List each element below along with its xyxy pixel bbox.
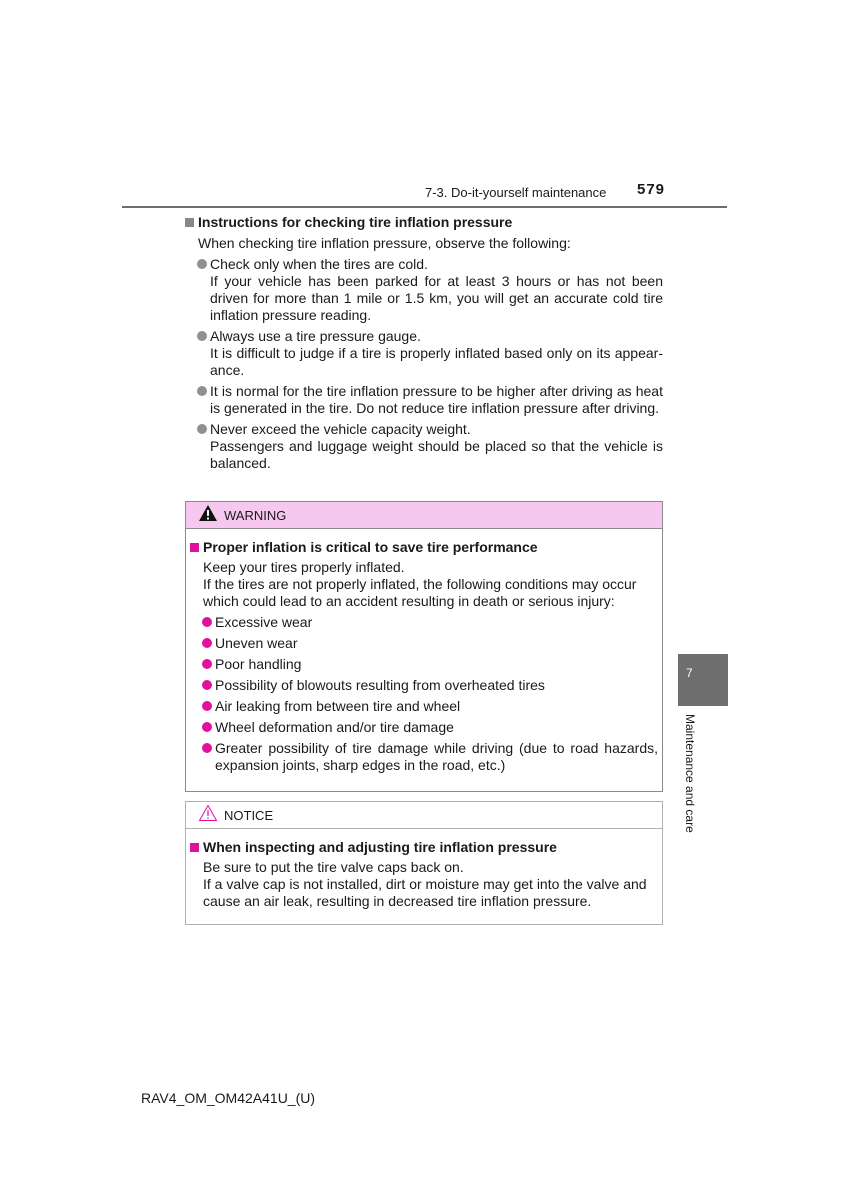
list-item xyxy=(210,256,663,324)
warning-item-text: Greater possibility of tire damage while driving (due to road hazards, expansion joints, sharp edges in the road, etc.) xyxy=(215,740,658,773)
list-item-detail: It is difficult to judge if a tire is properly inflated based only on its appear-ance. xyxy=(210,345,663,378)
list-item xyxy=(210,328,663,379)
notice-body xyxy=(186,829,662,910)
warning-item-text: Wheel deformation and/or tire damage xyxy=(215,719,454,735)
warning-item xyxy=(215,719,658,736)
square-bullet-icon xyxy=(185,218,194,227)
notice-box xyxy=(185,801,663,925)
page-number: 579 xyxy=(637,181,666,198)
notice-text xyxy=(203,859,658,910)
list-item-detail: Passengers and luggage weight should be placed so that the vehicle is balanced. xyxy=(210,438,663,471)
warning-intro-line: Keep your tires properly inflated. xyxy=(203,559,405,575)
list-item-text: It is normal for the tire inflation pressure to be higher after driving as heat is generated in the tire. Do not reduce tire inflation pressure after driving. xyxy=(210,383,663,416)
warning-triangle-icon xyxy=(198,504,224,526)
section-title xyxy=(185,214,663,231)
warning-title-text: Proper inflation is critical to save tire performance xyxy=(203,539,538,555)
list-item-text: Always use a tire pressure gauge. xyxy=(210,328,421,344)
bullet-dot-icon xyxy=(202,701,212,711)
bullet-dot-icon xyxy=(202,743,212,753)
chapter-title: Maintenance and care xyxy=(683,714,697,833)
bullet-dot-icon xyxy=(197,386,207,396)
list-item xyxy=(210,383,663,417)
notice-triangle-icon xyxy=(198,804,224,826)
warning-item xyxy=(215,740,658,774)
list-item xyxy=(210,421,663,472)
list-item-detail: If your vehicle has been parked for at least 3 hours or has not been driven for more than 1 mile or 1.5 km, you will get an accurate cold tire inflation pressure reading. xyxy=(210,273,663,323)
main-content xyxy=(185,214,663,476)
warning-item-text: Air leaking from between tire and wheel xyxy=(215,698,461,714)
chapter-tab xyxy=(678,654,728,706)
section-intro: When checking tire inflation pressure, observe the following: xyxy=(198,235,571,251)
warning-label: WARNING xyxy=(224,507,287,523)
notice-line: If a valve cap is not installed, dirt or moisture may get into the valve and cause an air leak, resulting in decreased tire inflation pressure. xyxy=(203,876,647,909)
square-bullet-icon xyxy=(190,843,199,852)
document-code: RAV4_OM_OM42A41U_(U) xyxy=(141,1090,316,1106)
bullet-dot-icon xyxy=(197,424,207,434)
warning-title xyxy=(190,539,658,556)
section-title-text: Instructions for checking tire inflation pressure xyxy=(198,214,513,230)
bullet-dot-icon xyxy=(202,722,212,732)
warning-header xyxy=(186,502,662,529)
warning-item-text: Uneven wear xyxy=(215,635,298,651)
bullet-dot-icon xyxy=(202,638,212,648)
chapter-number: 7 xyxy=(686,666,693,680)
notice-label: NOTICE xyxy=(224,807,274,823)
bullet-dot-icon xyxy=(202,680,212,690)
notice-title-text: When inspecting and adjusting tire inflation pressure xyxy=(203,839,557,855)
warning-body xyxy=(186,529,662,774)
warning-item xyxy=(215,635,658,652)
square-bullet-icon xyxy=(190,543,199,552)
warning-intro xyxy=(203,559,658,610)
warning-intro-line: If the tires are not properly inflated, the following conditions may occur which could lead to an accident resulting in death or serious injury: xyxy=(203,576,637,609)
bullet-dot-icon xyxy=(197,331,207,341)
warning-item-text: Possibility of blowouts resulting from overheated tires xyxy=(215,677,545,693)
warning-box xyxy=(185,501,663,792)
notice-title xyxy=(190,839,658,856)
checklist xyxy=(185,256,663,472)
warning-item xyxy=(215,656,658,673)
notice-header xyxy=(186,802,662,829)
list-item-text: Check only when the tires are cold. xyxy=(210,256,428,272)
warning-list xyxy=(190,614,658,774)
warning-item xyxy=(215,677,658,694)
bullet-dot-icon xyxy=(197,259,207,269)
header-divider xyxy=(122,206,727,208)
section-heading: 7-3. Do-it-yourself maintenance xyxy=(425,185,607,200)
notice-line: Be sure to put the tire valve caps back on. xyxy=(203,859,464,875)
warning-item-text: Poor handling xyxy=(215,656,302,672)
warning-item xyxy=(215,614,658,631)
bullet-dot-icon xyxy=(202,659,212,669)
bullet-dot-icon xyxy=(202,617,212,627)
warning-item-text: Excessive wear xyxy=(215,614,313,630)
list-item-text: Never exceed the vehicle capacity weight. xyxy=(210,421,471,437)
warning-item xyxy=(215,698,658,715)
